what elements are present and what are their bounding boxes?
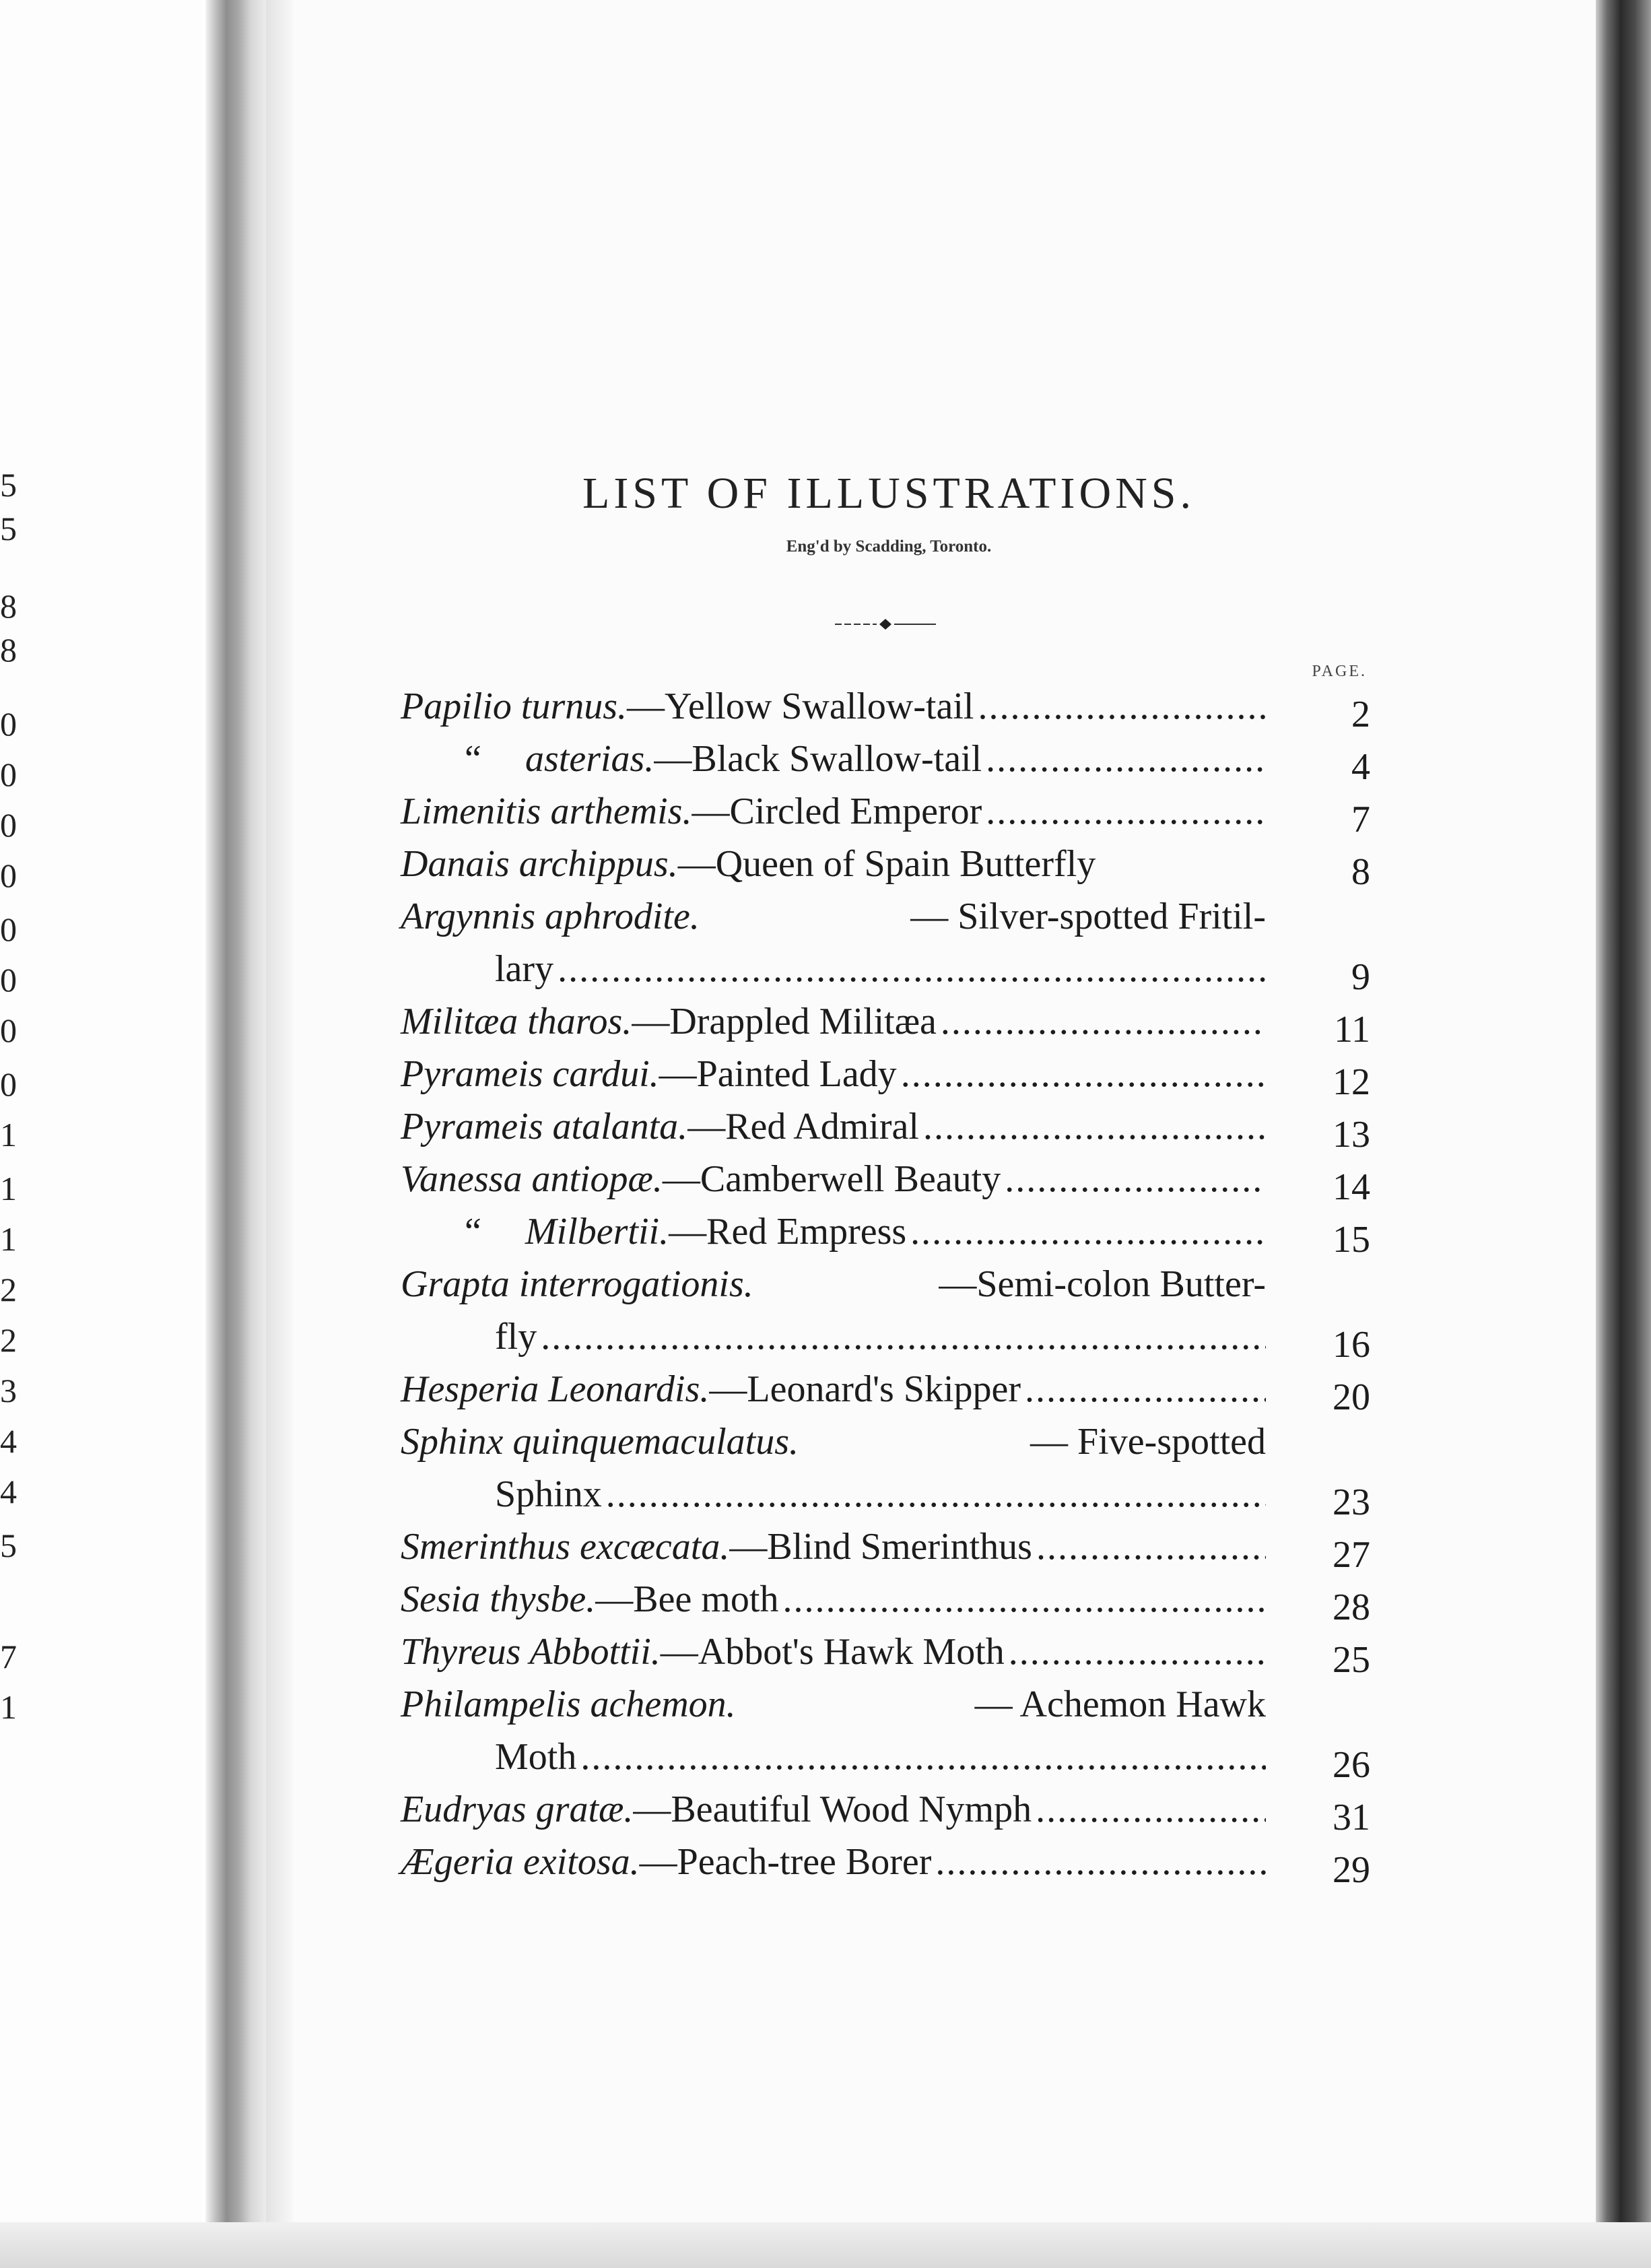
illustration-entry (401, 838, 1370, 893)
dot-leader (901, 1048, 1266, 1100)
dot-leader (941, 995, 1266, 1048)
margin-digit: 0 (0, 1065, 17, 1103)
margin-digit: 4 (0, 1422, 17, 1460)
common-name-continuation: lary (495, 948, 554, 990)
entry-line (401, 995, 1266, 1048)
illustration-entry (401, 1100, 1370, 1156)
common-name: —Beautiful Wood Nymph (633, 1789, 1032, 1830)
illustration-entry (401, 1678, 1370, 1786)
dot-leader (1036, 1783, 1266, 1836)
page-number: 20 (1333, 1376, 1370, 1418)
dot-leader (1036, 1521, 1266, 1573)
common-name-continuation: fly (495, 1316, 537, 1358)
page-column-heading: PAGE. (1312, 663, 1367, 680)
page-number: 29 (1333, 1849, 1370, 1891)
margin-digit: 1 (0, 1688, 17, 1726)
scientific-name: Eudryas gratæ. (401, 1789, 634, 1830)
entry-line (401, 1153, 1266, 1205)
scientific-name: Grapta interrogationis. (401, 1263, 753, 1305)
entry-line (401, 1363, 1266, 1415)
illustrations-list (401, 680, 1370, 1891)
entry-line (401, 1836, 1266, 1888)
page-number: 12 (1333, 1061, 1370, 1103)
illustration-entry (401, 733, 1370, 788)
page-number: 31 (1333, 1797, 1370, 1838)
common-name: —Circled Emperor (692, 791, 982, 832)
dot-leader (580, 1731, 1266, 1783)
common-name: —Peach-tree Borer (639, 1841, 932, 1883)
common-name-continuation: Sphinx (495, 1473, 602, 1515)
ornament-rule (835, 614, 936, 634)
page-number: 26 (1333, 1744, 1370, 1786)
common-name: —Camberwell Beauty (662, 1158, 1001, 1200)
entry-line (401, 1205, 1266, 1258)
common-name: —Yellow Swallow-tail (627, 686, 974, 727)
illustration-entry (401, 785, 1370, 838)
page-edge-shadow (1596, 0, 1651, 2268)
scientific-name: Smerinthus excæcata. (401, 1526, 730, 1568)
page-number: 11 (1334, 1009, 1370, 1050)
dot-leader (978, 680, 1266, 733)
scientific-name: Ægeria exitosa. (401, 1841, 640, 1883)
scientific-name: Militæa tharos. (401, 1001, 632, 1042)
dot-leader (541, 1310, 1266, 1363)
entry-continuation-line (401, 1731, 1266, 1783)
common-name: —Black Swallow-tail (654, 738, 982, 780)
scientific-name: Vanessa antiopæ. (401, 1158, 663, 1200)
dot-leader (1009, 1626, 1266, 1678)
margin-digit: 5 (0, 510, 17, 547)
entry-line (401, 1048, 1266, 1100)
illustration-entry (401, 1048, 1370, 1103)
illustration-entry (401, 995, 1370, 1048)
scientific-name: Milbertii. (525, 1211, 669, 1253)
dot-leader (986, 733, 1266, 785)
common-name: — Five-spotted (1030, 1421, 1266, 1463)
book-gutter (205, 0, 266, 2268)
common-name: —Bee moth (595, 1578, 779, 1620)
margin-digit: 0 (0, 1011, 17, 1049)
margin-digit: 0 (0, 806, 17, 844)
margin-digit: 8 (0, 587, 17, 625)
margin-digit: 0 (0, 910, 17, 948)
entry-line (401, 1100, 1266, 1153)
illustration-entry (401, 1573, 1370, 1626)
entry-line (401, 785, 1266, 838)
page-number: 13 (1333, 1114, 1370, 1156)
common-name: —Painted Lady (659, 1053, 897, 1095)
ornament-diamond-icon (879, 619, 891, 630)
page-title: LIST OF ILLUSTRATIONS. (582, 469, 1195, 518)
page-number: 14 (1333, 1166, 1370, 1208)
facing-page-edge (0, 0, 202, 2268)
ditto-mark: “ (465, 1211, 481, 1253)
illustration-entry (401, 1153, 1370, 1208)
margin-digit: 3 (0, 1372, 17, 1409)
scientific-name: Pyrameis atalanta. (401, 1106, 688, 1147)
page-number: 7 (1351, 799, 1370, 840)
scientific-name: Pyrameis cardui. (401, 1053, 659, 1095)
entry-continuation-line (401, 943, 1266, 995)
common-name-continuation: Moth (495, 1736, 577, 1778)
page-number: 4 (1351, 746, 1370, 788)
illustration-entry (401, 1415, 1370, 1521)
common-name: —Abbot's Hawk Moth (660, 1631, 1005, 1673)
entry-line (401, 838, 1266, 890)
margin-digit: 1 (0, 1220, 17, 1258)
dot-leader (1025, 1363, 1266, 1415)
dot-leader (910, 1205, 1266, 1258)
scientific-name: Limenitis arthemis. (401, 791, 692, 832)
page-number: 2 (1351, 694, 1370, 735)
dot-leader (606, 1468, 1266, 1521)
page-number: 23 (1333, 1481, 1370, 1523)
common-name: —Blind Smerinthus (729, 1526, 1032, 1568)
entry-line (401, 1626, 1266, 1678)
entry-continuation-line (401, 1468, 1266, 1521)
entry-line (401, 1783, 1266, 1836)
margin-digit: 8 (0, 631, 17, 669)
scientific-name: Sphinx quinquemaculatus. (401, 1421, 799, 1463)
entry-line (401, 1258, 1266, 1310)
margin-digit: 0 (0, 961, 17, 999)
scientific-name: Danais archippus. (401, 843, 678, 885)
common-name: —Drappled Militæa (632, 1001, 937, 1042)
illustration-entry (401, 1258, 1370, 1366)
entry-line (401, 890, 1266, 943)
margin-digit: 5 (0, 1527, 17, 1564)
margin-digit: 5 (0, 466, 17, 504)
common-name: —Queen of Spain Butterfly (677, 843, 1096, 885)
common-name: —Red Admiral (687, 1106, 919, 1147)
page-bottom-edge (0, 2222, 1651, 2268)
common-name: — Achemon Hawk (974, 1683, 1266, 1725)
illustration-entry (401, 1836, 1370, 1891)
page-number: 28 (1333, 1587, 1370, 1628)
dot-leader (923, 1100, 1266, 1153)
margin-digit: 7 (0, 1638, 17, 1675)
dot-leader (558, 943, 1266, 995)
scientific-name: Sesia thysbe. (401, 1578, 596, 1620)
scientific-name: Papilio turnus. (401, 686, 628, 727)
scientific-name: Thyreus Abbottii. (401, 1631, 661, 1673)
margin-digit: 2 (0, 1271, 17, 1308)
illustration-entry (401, 890, 1370, 998)
illustration-entry (401, 1205, 1370, 1261)
dot-leader (782, 1573, 1266, 1626)
common-name: —Semi-colon Butter- (939, 1263, 1266, 1305)
margin-digit: 2 (0, 1321, 17, 1359)
entry-continuation-line (401, 1310, 1266, 1363)
dot-leader (935, 1836, 1266, 1888)
margin-digit: 0 (0, 857, 17, 894)
page-number: 15 (1333, 1219, 1370, 1261)
margin-digit: 0 (0, 705, 17, 743)
illustration-entry (401, 1521, 1370, 1576)
entry-line (401, 1678, 1266, 1731)
margin-digit: 4 (0, 1473, 17, 1510)
gutter-shadow (266, 0, 293, 2268)
common-name: —Leonard's Skipper (709, 1368, 1021, 1410)
illustration-entry (401, 1363, 1370, 1418)
engraver-credit: Eng'd by Scadding, Toronto. (786, 537, 992, 556)
scientific-name: asterias. (525, 738, 654, 780)
illustration-entry (401, 1783, 1370, 1836)
scientific-name: Philampelis achemon. (401, 1683, 736, 1725)
page-number: 27 (1333, 1534, 1370, 1576)
entry-line (401, 733, 1266, 785)
entry-line (401, 1573, 1266, 1626)
entry-line (401, 1521, 1266, 1573)
entry-line (401, 1415, 1266, 1468)
page-number: 9 (1351, 956, 1370, 998)
margin-digit: 1 (0, 1116, 17, 1154)
illustration-entry (401, 680, 1370, 733)
dot-leader (1005, 1153, 1266, 1205)
margin-digit: 1 (0, 1170, 17, 1207)
common-name: —Red Empress (669, 1211, 907, 1253)
margin-digit: 0 (0, 756, 17, 793)
illustration-entry (401, 1626, 1370, 1681)
page-number: 16 (1333, 1324, 1370, 1366)
dot-leader (986, 785, 1266, 838)
ditto-mark: “ (465, 738, 481, 780)
page-number: 8 (1351, 851, 1370, 893)
scientific-name: Hesperia Leonardis. (401, 1368, 710, 1410)
common-name: — Silver-spotted Fritil- (910, 896, 1266, 937)
page-number: 25 (1333, 1639, 1370, 1681)
scientific-name: Argynnis aphrodite. (401, 896, 700, 937)
entry-line (401, 680, 1266, 733)
